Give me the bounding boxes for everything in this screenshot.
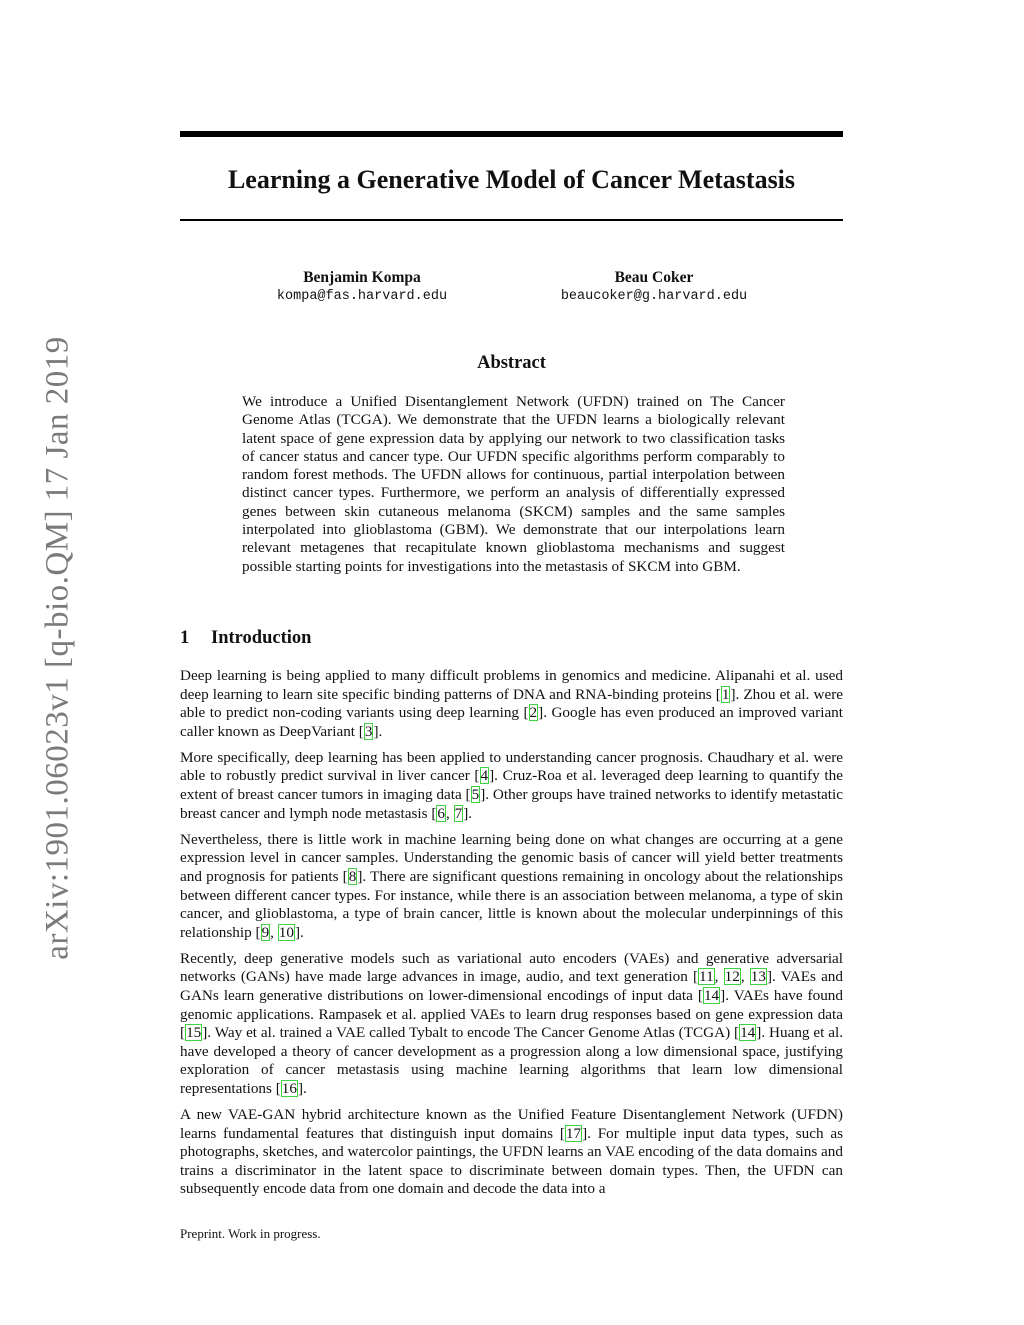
title-rule-bottom [180, 219, 843, 221]
paragraph: Deep learning is being applied to many difficult problems in genomics and medicine. Alipanahi et al. used deep learning to learn site specific binding patterns of DNA and RNA-binding proteins [1]. Zhou et al. were able to predict non-coding variants using deep learning [2]. Google has even produced an improved variant caller known as DeepVariant [3]. [180, 667, 843, 740]
title-rule-top [180, 131, 843, 137]
section-heading [180, 626, 311, 650]
citation-link[interactable]: 7 [454, 804, 463, 822]
citation-link[interactable]: 1 [721, 685, 730, 703]
paragraph: Nevertheless, there is little work in machine learning being done on what changes are occurring at a gene expression level in cancer samples. Understanding the genomic basis of cancer will yield better treatments and prognosis for patients [8]. There are significant questions remaining in oncology about the relationships between different cancer types. For instance, while there is an association between melanoma, a type of skin cancer, and glioblastoma, a type of brain cancer, little is known about the molecular underpinnings of this relationship [9, 10]. [180, 830, 843, 941]
citation-link[interactable]: 13 [750, 968, 766, 986]
citation-link[interactable]: 2 [529, 704, 538, 722]
citation-link[interactable]: 14 [703, 987, 720, 1004]
citation-link[interactable]: 15 [186, 1024, 202, 1042]
citation-link[interactable]: 9 [261, 923, 270, 941]
abstract-text: We introduce a Unified Disentanglement Network (UFDN) trained on The Cancer Genome Atlas (TCGA). We demonstrate that the UFDN learns a biologically relevant latent space of gene expression data by applying our network to two classification tasks of cancer status and cancer type. Our UFDN specific algorithms perform comparably to random forest methods. The UFDN allows for continuous, partial interpolation between distinct cancer types. Furthermore, we perform an analysis of differentially expressed genes between skin cutaneous melanoma (SKCM) samples and the same samples interpolated into glioblastoma (GBM). We demonstrate that our interpolations learn relevant metagenes that recapitulate known glioblastoma mechanisms and suggest possible starting points for investigations into the metastasis of SKCM into GBM. [242, 393, 785, 575]
citation-link[interactable]: 6 [437, 804, 446, 822]
author-block [212, 268, 512, 306]
paragraph: More specifically, deep learning has been applied to understanding cancer prognosis. Chaudhary et al. were able to robustly predict survival in liver cancer [4]. Cruz-Roa et al. leveraged deep learning to quantify the extent of breast cancer tumors in imaging data [5]. Other groups have trained networks to identify metastatic breast cancer and lymph node metastasis [6, 7]. [180, 748, 843, 822]
paper-title: Learning a Generative Model of Cancer Metastasis [227, 165, 796, 194]
section-title: Introduction [211, 628, 312, 648]
citation-link[interactable]: 8 [348, 867, 357, 885]
body-text [180, 667, 843, 1207]
paragraph: Recently, deep generative models such as variational auto encoders (VAEs) and generative adversarial networks (GANs) have made large advances in image, audio, and text generation [11, 12, 13]. VAEs and GANs learn generative distributions on lower-dimensional encodings of input data [14]. VAEs have found genomic applications. Rampasek et al. applied VAEs to learn drug responses based on gene expression data [15]. Way et al. trained a VAE called Tybalt to encode The Cancer Genome Atlas (TCGA) [14]. Huang et al. have developed a theory of cancer development as a progression along a low dimensional space, justifying exploration of cancer metastasis using machine learning algorithms that learn low dimensional representations [16]. [180, 949, 844, 1097]
citation-link[interactable]: 3 [364, 722, 373, 740]
citation-link[interactable]: 16 [281, 1079, 297, 1097]
section-number: 1 [180, 628, 190, 648]
author-email: kompa@fas.harvard.edu [276, 289, 448, 304]
citation-link[interactable]: 14 [740, 1024, 756, 1042]
citation-link[interactable]: 12 [724, 968, 740, 986]
citation-link[interactable]: 5 [471, 786, 480, 804]
footer-note: Preprint. Work in progress. [180, 1226, 321, 1241]
arxiv-identifier: arXiv:1901.06023v1 [q-bio.QM] 17 Jan 2019 [39, 336, 76, 960]
citation-link[interactable]: 17 [565, 1124, 582, 1142]
citation-link[interactable]: 10 [278, 923, 294, 941]
author-email: beaucoker@g.harvard.edu [560, 289, 748, 304]
author-block [504, 268, 804, 306]
citation-link[interactable]: 11 [699, 968, 714, 986]
paragraph: A new VAE-GAN hybrid architecture known as the Unified Feature Disentanglement Network (UFDN) learns fundamental features that distinguish input domains [17]. For multiple input data types, such as photographs, sketches, and watercolor paintings, the UFDN learns an VAE encoding of the data domains and trains a discriminator in the latent space to discriminate between domain types. Then, the UFDN can subsequently encode data from one domain and decode the data into a [180, 1106, 844, 1198]
author-name: Beau Coker [614, 269, 694, 286]
citation-link[interactable]: 4 [480, 767, 489, 785]
abstract-heading: Abstract [477, 353, 546, 373]
author-name: Benjamin Kompa [303, 269, 421, 286]
